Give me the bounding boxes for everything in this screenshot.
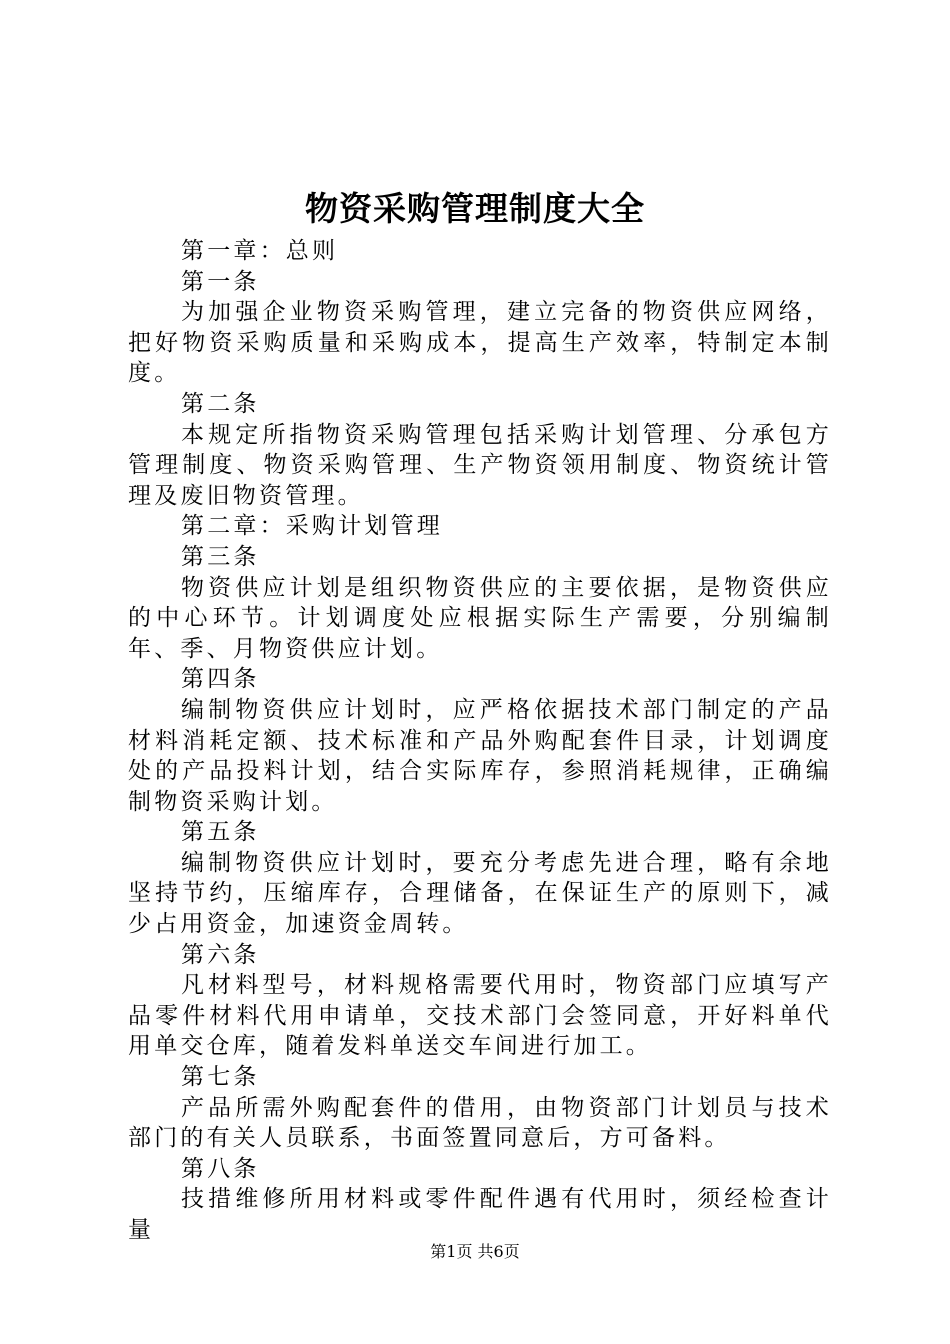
article-heading: 第四条 (181, 666, 260, 693)
article-paragraph: 为加强企业物资采购管理，建立完备的物资供应网络，把好物资采购质量和采购成本，提高生产效率，特制定本制度。 (128, 299, 832, 387)
article-heading: 第一条 (181, 268, 260, 295)
article-heading: 第七条 (181, 1064, 260, 1091)
article-paragraph: 编制物资供应计划时，应严格依据技术部门制定的产品材料消耗定额、技术标准和产品外购配套件目录，计划调度处的产品投料计划，结合实际库存，参照消耗规律，正确编制物资采购计划。 (128, 696, 832, 815)
chapter-heading: 第二章：采购计划管理 (181, 513, 443, 540)
article-heading: 第五条 (181, 819, 260, 846)
document-title: 物资采购管理制度大全 (305, 189, 645, 228)
article-heading: 第二条 (181, 390, 260, 417)
document-body (128, 236, 832, 1246)
article-paragraph: 凡材料型号，材料规格需要代用时，物资部门应填写产品零件材料代用申请单，交技术部门会签同意，开好料单代用单交仓库，随着发料单送交车间进行加工。 (128, 972, 832, 1060)
article-heading: 第三条 (181, 543, 260, 570)
article-paragraph: 技措维修所用材料或零件配件遇有代用时，须经检查计量 (128, 1186, 832, 1243)
article-paragraph: 本规定所指物资采购管理包括采购计划管理、分承包方管理制度、物资采购管理、生产物资领用制度、物资统计管理及废旧物资管理。 (128, 421, 832, 509)
article-heading: 第六条 (181, 941, 260, 968)
article-paragraph: 产品所需外购配套件的借用，由物资部门计划员与技术部门的有关人员联系，书面签置同意后，方可备料。 (128, 1094, 832, 1152)
chapter-heading: 第一章：总则 (181, 238, 339, 264)
article-paragraph: 编制物资供应计划时，要充分考虑先进合理，略有余地坚持节约，压缩库存，合理储备，在保证生产的原则下，减少占用资金，加速资金周转。 (128, 849, 832, 938)
article-heading: 第八条 (181, 1155, 260, 1182)
page-footer: 第1页 共6页 (430, 1242, 520, 1261)
article-paragraph: 物资供应计划是组织物资供应的主要依据，是物资供应的中心环节。计划调度处应根据实际生产需要，分别编制年、季、月物资供应计划。 (128, 574, 832, 662)
